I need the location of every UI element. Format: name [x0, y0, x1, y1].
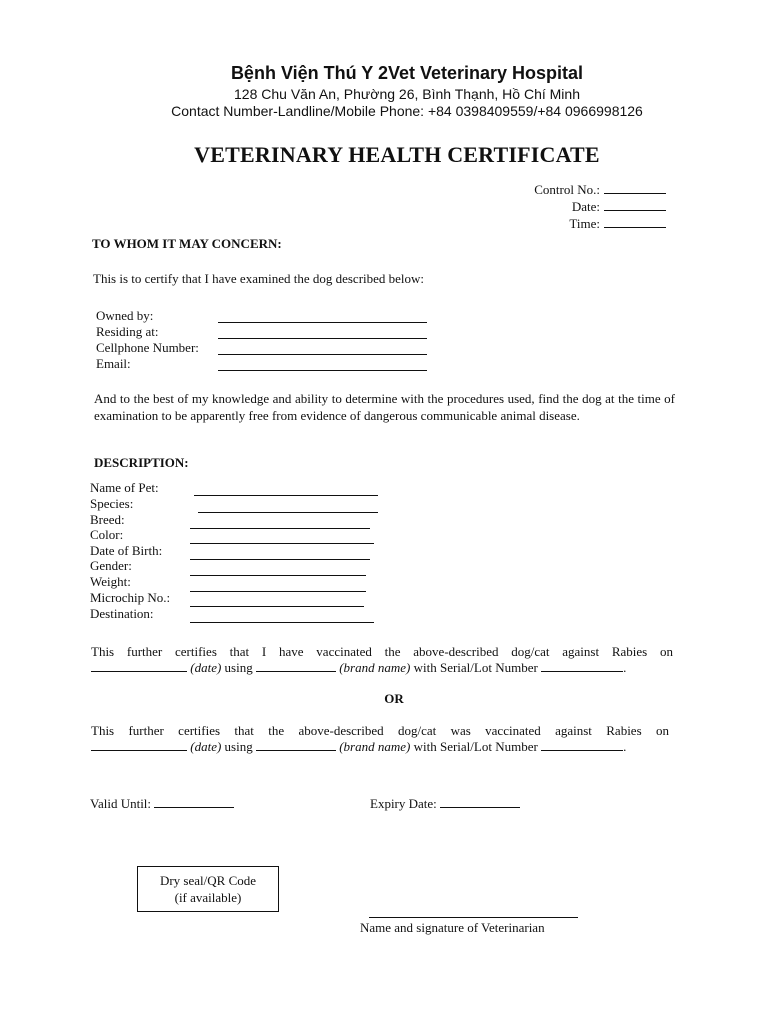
cellphone-label: Cellphone Number: [96, 340, 199, 355]
date-row [572, 198, 666, 215]
valid-until-label: Valid Until: [90, 796, 152, 811]
weight-blank [190, 591, 366, 592]
email-label: Email: [96, 356, 131, 371]
vaccination-text-1: This further certifies that I have vaccinated the above-described dog/cat against Rabies on [91, 644, 673, 659]
using-text-2: using [224, 739, 253, 754]
species-label: Species: [90, 496, 134, 511]
serial-text-1: with Serial/Lot Number [413, 660, 538, 675]
gender-label: Gender: [90, 558, 132, 573]
date-label: Date: [571, 199, 600, 214]
species-blank [198, 512, 378, 513]
expiry-date-blank [440, 796, 520, 808]
vaccination-line-1: (date) using (brand name) with Serial/Lot Number . [91, 660, 626, 676]
brand-blank-1 [256, 660, 336, 672]
brand-hint-2: (brand name) [339, 739, 411, 754]
cellphone-blank [218, 354, 427, 355]
hospital-name: Bệnh Viện Thú Y 2Vet Veterinary Hospital [230, 63, 584, 83]
owner-label: Owned by: [96, 308, 154, 323]
using-text-1: using [224, 660, 253, 675]
valid-until-row [90, 796, 234, 812]
hospital-contact: Contact Number-Landline/Mobile Phone: +84 0398409559/+84 0966998126 [171, 103, 643, 119]
date-hint-1: (date) [190, 660, 222, 675]
knowledge-paragraph: And to the best of my knowledge and ability to determine with the procedures used, find the dog at the time of examination to be apparently free from evidence of dangerous communicable animal disease. [94, 391, 675, 423]
vaccination-text-2: This further certifies that the above-described dog/cat was vaccinated against Rabies on [91, 723, 669, 738]
expiry-date-label: Expiry Date: [370, 796, 437, 811]
dry-seal-box [137, 866, 279, 912]
microchip-label: Microchip No.: [90, 590, 171, 605]
gender-blank [190, 575, 366, 576]
residing-label: Residing at: [96, 324, 159, 339]
breed-blank [190, 528, 370, 529]
time-label: Time: [569, 216, 600, 231]
control-number-row [534, 181, 666, 198]
seal-line-2: (if available) [174, 890, 242, 905]
hospital-address: 128 Chu Văn An, Phường 26, Bình Thạnh, Hồ Chí Minh [234, 86, 580, 102]
salutation: TO WHOM IT MAY CONCERN: [92, 236, 282, 251]
breed-label: Breed: [90, 512, 125, 527]
control-number-label: Control No.: [534, 182, 600, 197]
serial-blank-1 [541, 660, 623, 672]
time-blank [604, 215, 666, 228]
dob-label: Date of Birth: [90, 543, 163, 558]
signature-line [369, 917, 578, 918]
color-label: Color: [90, 527, 124, 542]
expiry-date-row [370, 796, 520, 812]
description-heading: DESCRIPTION: [94, 455, 189, 470]
color-blank [190, 543, 374, 544]
valid-until-blank [154, 796, 234, 808]
date-blank [604, 198, 666, 211]
seal-line-1: Dry seal/QR Code [159, 873, 257, 888]
date-hint-2: (date) [190, 739, 222, 754]
email-blank [218, 370, 427, 371]
brand-hint-1: (brand name) [339, 660, 411, 675]
serial-blank-2 [541, 739, 623, 751]
destination-blank [190, 622, 374, 623]
control-number-blank [604, 181, 666, 194]
weight-label: Weight: [90, 574, 131, 589]
destination-label: Destination: [90, 606, 154, 621]
pet-name-blank [194, 495, 378, 496]
residing-blank [218, 338, 427, 339]
certificate-title: VETERINARY HEALTH CERTIFICATE [194, 142, 600, 167]
signature-label: Name and signature of Veterinarian [360, 920, 545, 935]
vaccination-date-blank-2 [91, 739, 187, 751]
vaccination-line-2: (date) using (brand name) with Serial/Lot Number . [91, 739, 626, 755]
pet-name-label: Name of Pet: [90, 480, 159, 495]
time-row [569, 215, 666, 232]
owner-blank [218, 322, 427, 323]
microchip-blank [190, 606, 364, 607]
or-separator: OR [384, 691, 404, 706]
dob-blank [190, 559, 370, 560]
brand-blank-2 [256, 739, 336, 751]
serial-text-2: with Serial/Lot Number [413, 739, 538, 754]
vaccination-date-blank-1 [91, 660, 187, 672]
certify-intro: This is to certify that I have examined the dog described below: [93, 271, 425, 286]
